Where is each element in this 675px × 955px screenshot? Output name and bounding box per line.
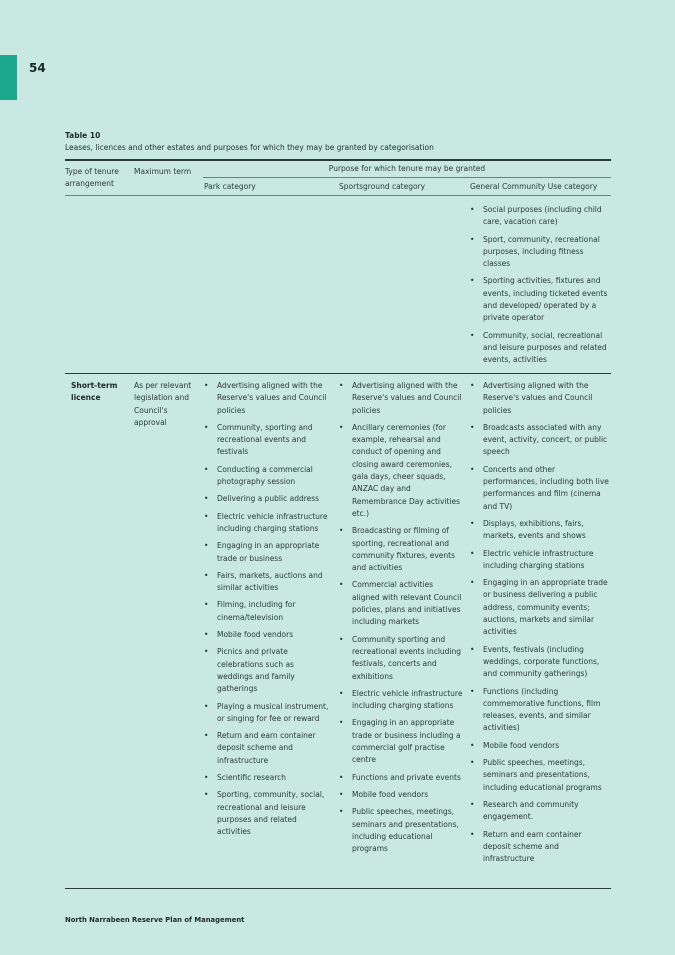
list-item: • Ancillary ceremonies (for example, rehearsal and conduct of opening and closing award ceremonies, gala days, cheer squads, ANZAC day and Remembrance Day activities etc.) xyxy=(339,422,463,520)
list-item: • Playing a musical instrument, or singing for fee or reward xyxy=(204,701,332,726)
row-divider xyxy=(65,373,611,374)
table-caption: Leases, licences and other estates and purposes for which they may be granted by categorisation xyxy=(65,143,434,152)
list-item: • Public speeches, meetings, seminars and presentations, including educational programs xyxy=(339,806,463,855)
table-top-rule xyxy=(65,159,611,161)
list-item: • Public speeches, meetings, seminars and presentations, including educational programs xyxy=(470,757,610,794)
header-type-of-tenure: Type of tenure arrangement xyxy=(65,167,119,188)
list-item: • Advertising aligned with the Reserve's values and Council policies xyxy=(470,380,610,417)
list-item: • Broadcasts associated with any event, activity, concert, or public speech xyxy=(470,422,610,459)
list-item: • Functions (including commemorative functions, film releases, events, and similar activities) xyxy=(470,686,610,735)
list-item: • Displays, exhibitions, fairs, markets, events and shows xyxy=(470,518,610,543)
header-bottom-rule xyxy=(65,195,611,196)
list-item: • Broadcasting or filming of sporting, recreational and community fixtures, events and activities xyxy=(339,525,463,574)
list-item: • Return and earn container deposit scheme and infrastructure xyxy=(204,730,332,767)
list-item: • Electric vehicle infrastructure including charging stations xyxy=(204,511,332,536)
header-sportsground-category: Sportsground category xyxy=(339,182,426,191)
short-term-park-column xyxy=(204,380,332,844)
page-tab-marker xyxy=(0,55,17,100)
page-number: 54 xyxy=(29,61,46,75)
list-item: • Electric vehicle infrastructure including charging stations xyxy=(470,548,610,573)
list-item: • Electric vehicle infrastructure including charging stations xyxy=(339,688,463,713)
table-title: Table 10 xyxy=(65,131,101,140)
list-item: • Filming, including for cinema/television xyxy=(204,599,332,624)
table-bottom-rule xyxy=(65,888,611,889)
list-item: • Mobile food vendors xyxy=(204,629,332,641)
list-item: • Scientific research xyxy=(204,772,332,784)
list-item: • Sporting activities, fixtures and events, including ticketed events and developed/ operated by a private operator xyxy=(470,275,610,324)
list-item: • Community sporting and recreational events including festivals, concerts and exhibitions xyxy=(339,634,463,683)
list-item: • Functions and private events xyxy=(339,772,463,784)
list-item: • Conducting a commercial photography session xyxy=(204,464,332,489)
list-item: • Engaging in an appropriate trade or business xyxy=(204,540,332,565)
header-community-category: General Community Use category xyxy=(470,182,598,191)
list-item: • Research and community engagement. xyxy=(470,799,610,824)
short-term-sportsground-column xyxy=(339,380,463,860)
list-item: • Return and earn container deposit scheme and infrastructure xyxy=(470,829,610,866)
list-item: • Mobile food vendors xyxy=(339,789,463,801)
list-item: • Community, sporting and recreational events and festivals xyxy=(204,422,332,459)
list-item: • Commercial activities aligned with relevant Council policies, plans and initiatives including markets xyxy=(339,579,463,628)
list-item: • Advertising aligned with the Reserve's values and Council policies xyxy=(339,380,463,417)
list-item: • Mobile food vendors xyxy=(470,740,610,752)
purpose-header-rule xyxy=(203,177,611,178)
list-item: • Picnics and private celebrations such as weddings and family gatherings xyxy=(204,646,332,695)
list-item: • Engaging in an appropriate trade or business delivering a public address, community events; auctions, markets and similar activities xyxy=(470,577,610,638)
row-max-term: As per relevant legislation and Council's approval xyxy=(134,381,192,427)
list-item: • Social purposes (including child care, vacation care) xyxy=(470,204,610,229)
list-item: • Engaging in an appropriate trade or business including a commercial golf practise centre xyxy=(339,717,463,766)
short-term-community-column xyxy=(470,380,610,870)
row-type-short-term-licence: Short-term licence xyxy=(71,381,118,403)
list-item: • Sporting, community, social, recreational and leisure purposes and related activities xyxy=(204,789,332,838)
list-item: • Fairs, markets, auctions and similar activities xyxy=(204,570,332,595)
list-item: • Community, social, recreational and leisure purposes and related events, activities xyxy=(470,330,610,367)
list-item: • Advertising aligned with the Reserve's values and Council policies xyxy=(204,380,332,417)
list-item: • Delivering a public address xyxy=(204,493,332,505)
header-maximum-term: Maximum term xyxy=(134,167,192,176)
list-item: • Events, festivals (including weddings, corporate functions, and community gatherings) xyxy=(470,644,610,681)
header-purpose: Purpose for which tenure may be granted xyxy=(328,164,486,173)
page-footer: North Narrabeen Reserve Plan of Management xyxy=(65,916,245,924)
list-item: • Concerts and other performances, including both live performances and film (cinema and TV) xyxy=(470,464,610,513)
list-item: • Sport, community, recreational purposes, including fitness classes xyxy=(470,234,610,271)
continued-community-column xyxy=(470,204,610,372)
header-park-category: Park category xyxy=(204,182,256,191)
